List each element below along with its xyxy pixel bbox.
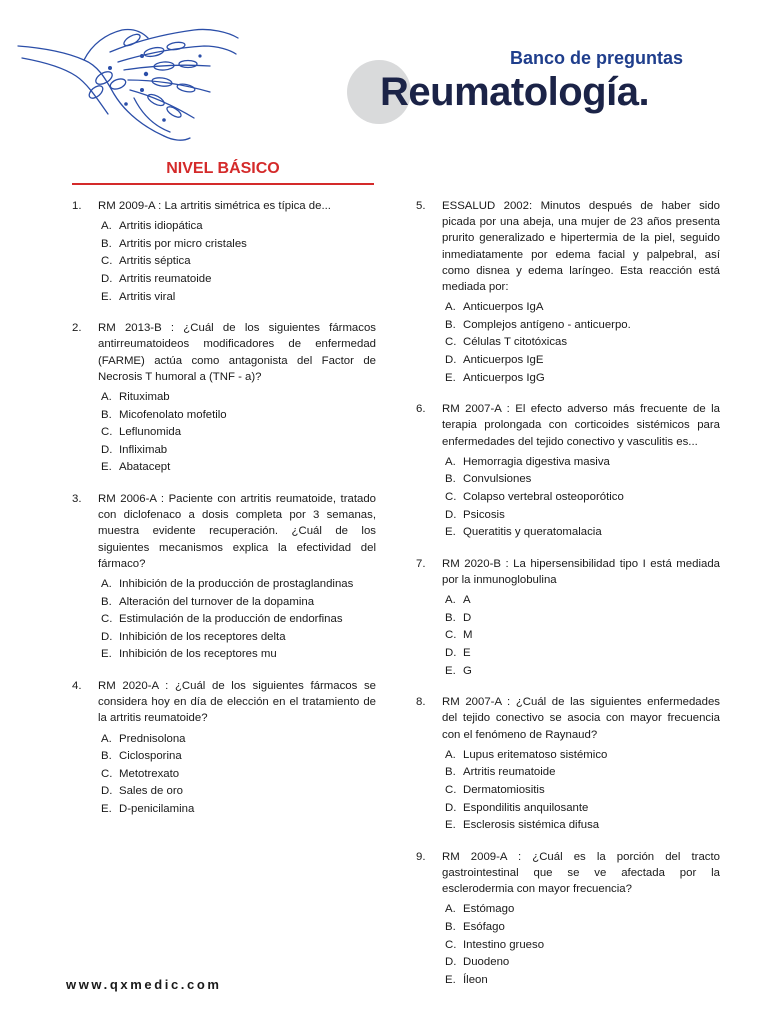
question [416,694,720,835]
question-header [72,198,376,214]
option-text: Colapso vertebral osteoporótico [463,490,624,503]
question-header [416,849,720,898]
level-heading: NIVEL BÁSICO [166,160,280,177]
answer-option [445,817,720,835]
option-list [72,731,376,819]
option-letter: C. [445,629,457,642]
question [416,198,720,387]
answer-option [445,800,720,818]
option-letter: D. [445,956,457,969]
option-letter: B. [101,750,112,763]
answer-option [101,646,376,664]
level-underline [72,183,374,185]
answer-option [445,645,720,663]
option-text: Esófago [463,920,505,933]
option-letter: A. [101,732,112,745]
question-header [72,491,376,572]
question [416,401,720,542]
answer-option [445,954,720,972]
question-header [416,556,720,588]
answer-option [445,454,720,472]
question-text: RM 2009-A : ¿Cuál es la porción del tracto gastrointestinal que se ve afectada por la esclerodermia con mayor frecuencia? [442,850,720,896]
option-list [72,389,376,477]
option-letter: A. [445,301,456,314]
question-number: 6. [416,403,426,416]
answer-option [101,783,376,801]
question-number: 9. [416,850,426,863]
option-text: D [463,611,472,624]
answer-option [445,747,720,765]
answer-option [101,236,376,254]
option-list [416,747,720,835]
option-text: Artritis séptica [119,255,191,268]
question-header [416,694,720,743]
option-text: Queratitis y queratomalacia [463,526,602,539]
answer-option [445,663,720,681]
option-list [416,901,720,989]
question-header [416,401,720,450]
option-letter: A. [445,748,456,761]
option-letter: C. [445,938,457,951]
option-letter: C. [445,783,457,796]
answer-option [101,389,376,407]
option-letter: B. [445,611,456,624]
page-title: Reumatología. [380,70,650,114]
option-letter: E. [101,648,112,661]
option-letter: C. [445,490,457,503]
answer-option [445,901,720,919]
option-text: Abatacept [119,461,171,474]
question [72,678,376,819]
option-text: Complejos antígeno - anticuerpo. [463,318,631,331]
answer-option [445,370,720,388]
question-header [72,320,376,385]
option-letter: D. [445,354,457,366]
answer-option [445,592,720,610]
answer-option [101,289,376,307]
option-letter: C. [445,336,457,349]
option-letter: A. [445,455,456,468]
answer-option [445,972,720,990]
question-number: 2. [72,322,82,335]
left-column [72,198,376,833]
question-text: RM 2009-A : La artritis simétrica es típica de... [98,200,331,212]
option-letter: D. [101,785,113,798]
option-list [72,576,376,664]
question-number: 4. [72,679,82,692]
option-letter: E. [445,526,456,539]
question-number: 3. [72,492,82,505]
option-letter: A. [445,594,456,607]
option-letter: A. [445,903,456,916]
option-text: Dermatomiositis [463,783,545,796]
option-text: Artritis idiopática [119,220,203,233]
answer-option [101,594,376,612]
answer-option [101,442,376,460]
option-letter: D. [445,801,457,814]
option-letter: B. [101,237,112,250]
answer-option [445,919,720,937]
answer-option [101,459,376,477]
option-text: Hemorragia digestiva masiva [463,455,610,468]
answer-option [445,317,720,335]
question-number: 1. [72,200,82,212]
answer-option [101,611,376,629]
question-text: RM 2020-A : ¿Cuál de los siguientes fármacos se considera hoy en día de elección en el tratamiento de la artritis reumatoide? [98,679,376,725]
answer-option [101,218,376,236]
option-letter: E. [445,371,456,384]
answer-option [445,489,720,507]
option-letter: D. [445,508,457,521]
option-text: D-penicilamina [119,802,195,815]
option-letter: B. [445,318,456,331]
question [416,849,720,990]
subtitle: Banco de preguntas [510,48,684,68]
answer-option [101,271,376,289]
answer-option [101,731,376,749]
answer-option [445,507,720,525]
option-text: Artritis por micro cristales [119,237,247,250]
answer-option [445,764,720,782]
option-text: Inhibición de los receptores delta [119,630,286,643]
question-text: RM 2013-B : ¿Cuál de los siguientes fármacos antirreumatoideos modificadores de enfermedad (FARME) actúa como antagonista del Factor de Necrosis T humoral a (TNF - a)? [98,322,376,383]
option-letter: D. [445,646,457,659]
option-text: Infliximab [119,443,168,456]
option-text: Prednisolona [119,732,186,745]
question-number: 5. [416,200,426,212]
answer-option [101,407,376,425]
option-letter: B. [445,473,456,486]
option-text: Psicosis [463,508,505,521]
option-letter: B. [101,595,112,608]
question [72,198,376,306]
option-text: Anticuerpos IgG [463,371,545,384]
option-text: Duodeno [463,956,510,969]
option-text: M [463,629,473,642]
answer-option [101,748,376,766]
option-letter: A. [101,220,112,233]
question-number: 8. [416,696,426,709]
hand-illustration [14,18,244,148]
option-text: Anticuerpos IgA [463,301,544,314]
option-text: Micofenolato mofetilo [119,408,227,421]
question-header [416,198,720,295]
question [72,320,376,477]
answer-option [101,629,376,647]
question-text: RM 2007-A : ¿Cuál de las siguientes enfermedades del tejido conectivo se asocia con mayor frecuencia con el fenómeno de Raynaud? [442,696,720,741]
answer-option [101,253,376,271]
option-text: Artritis viral [119,290,176,303]
answer-option [445,334,720,352]
answer-option [445,524,720,542]
option-text: E [463,646,471,659]
question-text: ESSALUD 2002: Minutos después de haber sido picada por una abeja, una mujer de 23 años presenta prurito generalizado e hipertermia de la piel, seguido inmediatamente por edema facial y palpebral, así como disnea y edema laríngeo. Esta reacción está mediada por: [442,200,720,294]
option-letter: B. [445,920,456,933]
answer-option [101,766,376,784]
answer-option [445,471,720,489]
option-text: Estimulación de la producción de endorfinas [119,613,343,626]
option-text: Estómago [463,903,515,916]
answer-option [101,576,376,594]
answer-option [445,299,720,317]
question-text: RM 2007-A : El efecto adverso más frecuente de la terapia prolongada con corticoides sistémicos para enfermedades del tejido conectivo y vasculitis es... [442,403,720,448]
option-text: Células T citotóxicas [463,336,568,349]
option-text: Íleon [463,973,488,986]
option-list [72,218,376,306]
footer-url: www.qxmedic.com [66,977,222,992]
option-letter: D. [101,443,113,456]
answer-option [445,937,720,955]
answer-option [101,424,376,442]
option-text: Esclerosis sistémica difusa [463,819,600,832]
answer-option [445,610,720,628]
option-text: Inhibición de la producción de prostaglandinas [119,577,354,590]
option-letter: D. [101,272,113,285]
option-text: Ciclosporina [119,750,182,763]
question-number: 7. [416,557,426,570]
option-letter: D. [101,630,113,643]
question [416,556,720,680]
option-letter: C. [101,613,113,626]
option-letter: E. [445,819,456,832]
option-text: A [463,594,471,607]
option-text: Artritis reumatoide [119,272,212,285]
option-text: Inhibición de los receptores mu [119,648,277,661]
option-text: Lupus eritematoso sistémico [463,748,608,761]
answer-option [445,782,720,800]
option-letter: E. [101,290,112,303]
option-text: Sales de oro [119,785,183,798]
option-letter: E. [101,461,112,474]
question [72,491,376,664]
option-letter: C. [101,426,113,439]
option-letter: E. [445,664,456,677]
option-text: Metotrexato [119,767,180,780]
answer-option [101,801,376,819]
question-text: RM 2006-A : Paciente con artritis reumatoide, tratado con diclofenaco a dosis completa por 3 semanas, muestra evidente recuperación. ¿Cuál de los siguientes mecanismos explica la efectividad del fármaco? [98,492,376,570]
question-header [72,678,376,727]
option-text: Artritis reumatoide [463,766,556,779]
answer-option [445,627,720,645]
option-letter: B. [101,408,112,421]
right-column [416,198,720,1003]
option-list [416,592,720,680]
option-list [416,299,720,387]
option-letter: E. [101,802,112,815]
option-letter: C. [101,255,113,268]
answer-option [445,352,720,370]
option-letter: E. [445,973,456,986]
option-letter: A. [101,390,112,403]
option-text: Intestino grueso [463,938,545,951]
option-letter: B. [445,766,456,779]
question-text: RM 2020-B : La hipersensibilidad tipo I está mediada por la inmunoglobulina [442,557,720,586]
option-letter: C. [101,767,113,780]
option-text: Convulsiones [463,473,532,486]
option-text: Espondilitis anquilosante [463,801,589,814]
option-text: Leflunomida [119,426,182,439]
option-text: Anticuerpos IgE [463,354,544,366]
option-text: Alteración del turnover de la dopamina [119,595,315,608]
option-list [416,454,720,542]
option-letter: A. [101,577,112,590]
option-text: Rituximab [119,390,170,403]
option-text: G [463,664,472,677]
